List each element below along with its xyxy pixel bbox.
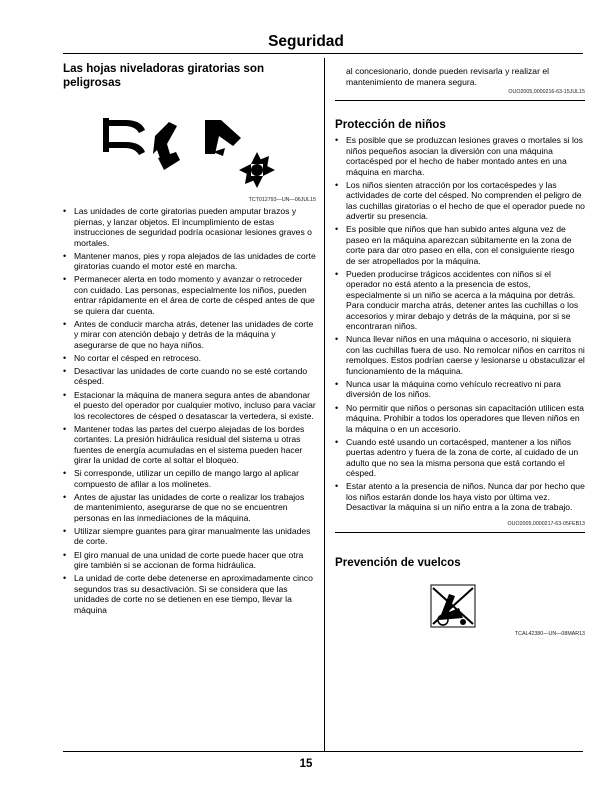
list-item: • Es posible que niños que han subido antes alguna vez de paseo en la máquina aparezcan súbitamente en la zona de corte para dar otro paseo en ella, con el consiguiente riesgo de ser atropellados por la máquina. (335, 224, 585, 266)
list-item: • Las unidades de corte giratorias pueden amputar brazos y piernas, y lanzar objetos. El incumplimiento de estas instrucciones de seguridad podría ocasionar lesiones graves o mortales. (63, 206, 316, 248)
section-heading-rollover-prevention: Prevención de vuelcos (335, 555, 461, 569)
section-heading-child-protection: Protección de niños (335, 118, 446, 131)
left-column (63, 62, 316, 618)
list-item: • No permitir que niños o personas sin capacitación utilicen esta máquina. Prohibir a todos los operadores que lleven niños en la máquina o en un accesorio. (335, 403, 585, 435)
list-item: • Permanecer alerta en todo momento y avanzar o retroceder con cuidado. Las personas, especialmente los niños, pueden entrar rápidamente en el área de corte de césped antes de que se quiera dar cuenta. (63, 274, 316, 316)
figure-reference-left: TCT012793—UN—06JUL15 (248, 197, 316, 203)
list-item: • Estar atento a la presencia de niños. Nunca dar por hecho que los niños estarán donde los haya visto por última vez. Desactivar la máquina si un niño entra a la zona de trabajo. (335, 481, 585, 513)
rotating-blade-hazard-figure (63, 112, 316, 196)
list-item: • La unidad de corte debe detenerse en aproximadamente cinco segundos tras su desactivación. Si se considera que las unidades de corte no se detienen en ese tiempo, llevar la máquina (63, 573, 316, 615)
list-item: • Mantener manos, pies y ropa alejados de las unidades de corte giratorias cuando el motor esté en marcha. (63, 251, 316, 272)
list-item: • Pueden producirse trágicos accidentes con niños si el operador no está atento a la presencia de estos, especialmente si un niño se acerca a la máquina por detrás. Para conducir marcha atrás, detener antes las cuchillas o los accesorios y mirar debajo y detrás de la máquina, por si se encontraran niños. (335, 269, 585, 332)
list-item: • Estacionar la máquina de manera segura antes de abandonar el puesto del operador por cualquier motivo, incluso para vaciar los recolectores de césped o desatascar la vertedera, si existe. (63, 390, 316, 422)
no-rollover-icon (335, 582, 585, 630)
page-title: Seguridad (268, 33, 344, 50)
list-item: • El giro manual de una unidad de corte puede hacer que otra gire también si se accionan de forma hidráulica. (63, 550, 316, 571)
header-rule (63, 53, 583, 54)
section-heading-rotating-blades: Las hojas niveladoras giratorias son peligrosas (63, 62, 265, 89)
rollover-hazard-figure (335, 582, 585, 630)
section-divider (335, 100, 585, 101)
section-reference: OUO2005,0000217-63-05FEB13 (507, 520, 585, 527)
section-reference: OUO2005,0000216-63-15JUL15 (508, 89, 585, 95)
list-item: • Nunca usar la máquina como vehículo recreativo ni para diversión de los niños. (335, 379, 585, 400)
list-item: • Desactivar las unidades de corte cuando no se esté cortando césped. (63, 366, 316, 387)
list-item: • Mantener todas las partes del cuerpo alejadas de los bordes cortantes. La presión hidráulica residual del sistema u otras fuentes de energía acumuladas en el sistema pueden hacer girar la unidad de corte al soltar el bloqueo. (63, 424, 316, 466)
right-column (335, 66, 585, 637)
section-divider (335, 532, 585, 533)
hand-blade-hazard-icon (63, 112, 316, 196)
rotating-blades-bullet-list (63, 206, 316, 615)
figure-reference-right: TCAL42380—UN—08MAR13 (514, 630, 585, 637)
list-item: • Cuando esté usando un cortacésped, mantener a los niños puertas adentro y fuera de la zona de corte, al cuidado de un adulto que no sea la misma persona que está cortando el césped. (335, 437, 585, 479)
footer-rule (63, 751, 583, 752)
continuation-text: al concesionario, donde pueden revisarla y realizar el mantenimiento de manera segura. (346, 66, 550, 87)
list-item: • Los niños sienten atracción por los cortacéspedes y las actividades de corte del césped. No comprenden el peligro de las cuchillas giratorias o el hecho de que el operador puede no advertir su presencia. (335, 180, 585, 222)
list-item: • Si corresponde, utilizar un cepillo de mango largo al aplicar compuesto de afilar a los molinetes. (63, 468, 316, 489)
list-item: • Es posible que se produzcan lesiones graves o mortales si los niños pequeños asocian la diversión con una máquina cortacésped por el hecho de haber montado antes en una máquina en marcha. (335, 135, 585, 177)
list-item: • Utilizar siempre guantes para girar manualmente las unidades de corte. (63, 526, 316, 547)
list-item: • Antes de ajustar las unidades de corte o realizar los trabajos de mantenimiento, asegurarse de que no se encuentren personas en las inmediaciones de la máquina. (63, 492, 316, 524)
column-divider (324, 58, 325, 751)
page-number: 15 (299, 758, 313, 770)
list-item: • Nunca llevar niños en una máquina o accesorio, ni siquiera con las cuchillas fuera de uso. No remolcar niños en carritos ni remolques. Estos podrían caerse y lesionarse u obstaculizar el funcionamiento de la máquina. (335, 334, 585, 376)
list-item: • Antes de conducir marcha atrás, detener las unidades de corte y mirar con atención debajo y detrás de la máquina y asegurarse de que no haya niños. (63, 319, 316, 351)
child-protection-bullet-list (335, 135, 585, 513)
list-item: • No cortar el césped en retroceso. (63, 353, 316, 364)
